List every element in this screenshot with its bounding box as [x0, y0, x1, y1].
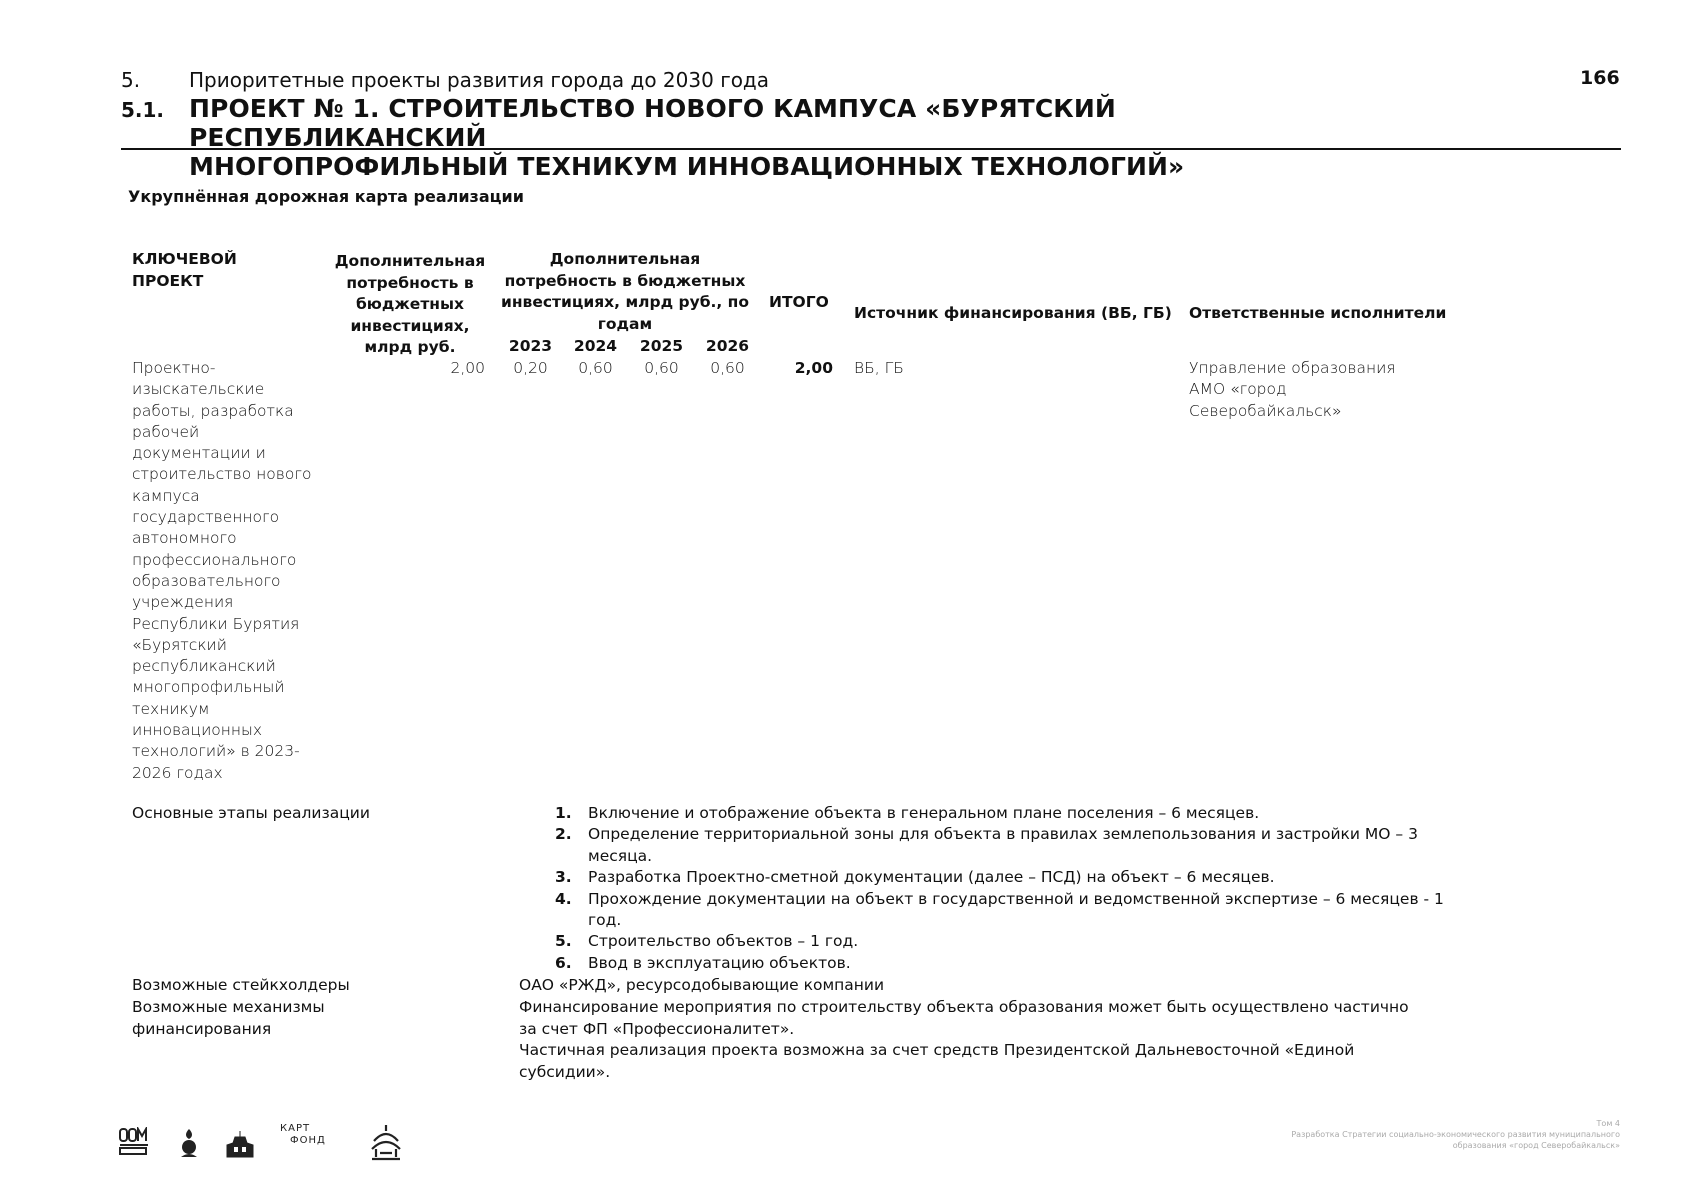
year-2025-value: 0,60 [644, 359, 679, 377]
emblem-logo-icon [178, 1127, 200, 1161]
stage-text: Разработка Проектно-сметной документации (далее – ПСД) на объект – 6 месяцев. [588, 868, 1275, 887]
stage-item [548, 889, 1448, 932]
header-additional-need: Дополнительная потребность в бюджетных инвестициях, млрд руб. [334, 252, 486, 356]
subsection-title [189, 94, 1389, 181]
section-number: 5. [121, 68, 141, 92]
responsible-value: Управление образования АМО «город Северобайкальск» [1189, 359, 1396, 420]
year-2026-value: 0,60 [710, 359, 745, 377]
header-additional-need-by-year: Дополнительная потребность в бюджетных инвестициях, млрд руб., по годам [500, 250, 750, 333]
kartfond-line1: КАРТ [280, 1123, 311, 1134]
stage-number: 5. [555, 932, 572, 951]
header-key-project: КЛЮЧЕВОЙ ПРОЕКТ [132, 250, 237, 290]
stages-list [548, 803, 1448, 974]
stage-text: Определение территориальной зоны для объекта в правилах землепользования и застройки МО – 3 месяца. [588, 825, 1418, 865]
subsection-title-line2: МНОГОПРОФИЛЬНЫЙ ТЕХНИКУМ ИННОВАЦИОННЫХ ТЕХНОЛОГИЙ» [189, 152, 1185, 181]
stage-item [548, 824, 1448, 867]
stage-number: 3. [555, 868, 572, 887]
header-year-2025: 2025 [639, 337, 684, 355]
stage-text: Включение и отображение объекта в генеральном плане поселения – 6 месяцев. [588, 804, 1260, 822]
header-rule [121, 148, 1621, 150]
year-2023-value: 0,20 [513, 359, 548, 377]
financing-label: Возможные механизмы финансирования [132, 998, 325, 1038]
stage-number: 6. [555, 953, 572, 972]
stakeholders-label: Возможные стейкхолдеры [132, 976, 350, 994]
year-2024-value: 0,60 [578, 359, 613, 377]
header-year-2026: 2026 [705, 337, 750, 355]
stage-text: Строительство объектов – 1 год. [588, 932, 859, 951]
stage-number: 2. [555, 825, 572, 844]
stage-item [548, 953, 1448, 974]
gorod-logo-icon [118, 1127, 150, 1157]
stage-number: 1. [555, 804, 572, 822]
header-source: Источник финансирования (ВБ, ГБ) [854, 304, 1172, 322]
stage-number: 4. [555, 889, 572, 908]
stage-item [548, 803, 1448, 824]
pagoda-logo-icon [368, 1123, 404, 1163]
footer-note-line3: образования «город Северобайкальск» [1452, 1141, 1620, 1150]
stage-text: Прохождение документации на объект в государственной и ведомственной экспертизе – 6 месяцев - 1 год. [588, 889, 1444, 930]
stakeholders-text: ОАО «РЖД», ресурсодобывающие компании [519, 976, 885, 994]
page-number: 166 [1580, 67, 1620, 89]
project-description: Проектно-изыскательские работы, разработка рабочей документации и строительство нового кампуса государственного автономного профессионального образовательного учреждения Республики Бурятия «Бурятский республиканский многопрофильный техникум инновационных технологий» в 2023-2026 годах [132, 359, 312, 782]
roadmap-title: Укрупнённая дорожная карта реализации [128, 187, 524, 206]
header-year-2024: 2024 [573, 337, 618, 355]
stage-item [548, 867, 1448, 888]
additional-need-value: 2,00 [450, 359, 485, 377]
financing-text-1: Финансирование мероприятия по строительству объекта образования может быть осуществлено частично за счет ФП «Профессионалитет». [519, 998, 1409, 1038]
footer-note [1190, 1118, 1620, 1151]
financing-text-2: Частичная реализация проекта возможна за счет средств Президентской Дальневосточной «Единой субсидии». [519, 1041, 1355, 1081]
stage-text: Ввод в эксплуатацию объектов. [588, 953, 851, 972]
source-value: ВБ, ГБ [854, 359, 904, 377]
building-logo-icon [225, 1129, 255, 1161]
kartfond-logo [280, 1123, 326, 1147]
footer-note-line2: Разработка Стратегии социально-экономического развития муниципального [1291, 1130, 1620, 1139]
subsection-number: 5.1. [121, 98, 165, 122]
section-title: Приоритетные проекты развития города до 2030 года [189, 68, 770, 92]
header-total: ИТОГО [769, 293, 829, 311]
header-responsible: Ответственные исполнители [1189, 304, 1447, 322]
stage-item [548, 931, 1448, 952]
footer-note-line1: Том 4 [1596, 1119, 1620, 1128]
stages-label: Основные этапы реализации [132, 804, 370, 822]
header-year-2023: 2023 [508, 337, 553, 355]
subsection-title-line1: ПРОЕКТ № 1. СТРОИТЕЛЬСТВО НОВОГО КАМПУСА «БУРЯТСКИЙ РЕСПУБЛИКАНСКИЙ [189, 94, 1116, 152]
total-value: 2,00 [794, 359, 833, 377]
kartfond-line2: ФОНД [290, 1135, 326, 1146]
